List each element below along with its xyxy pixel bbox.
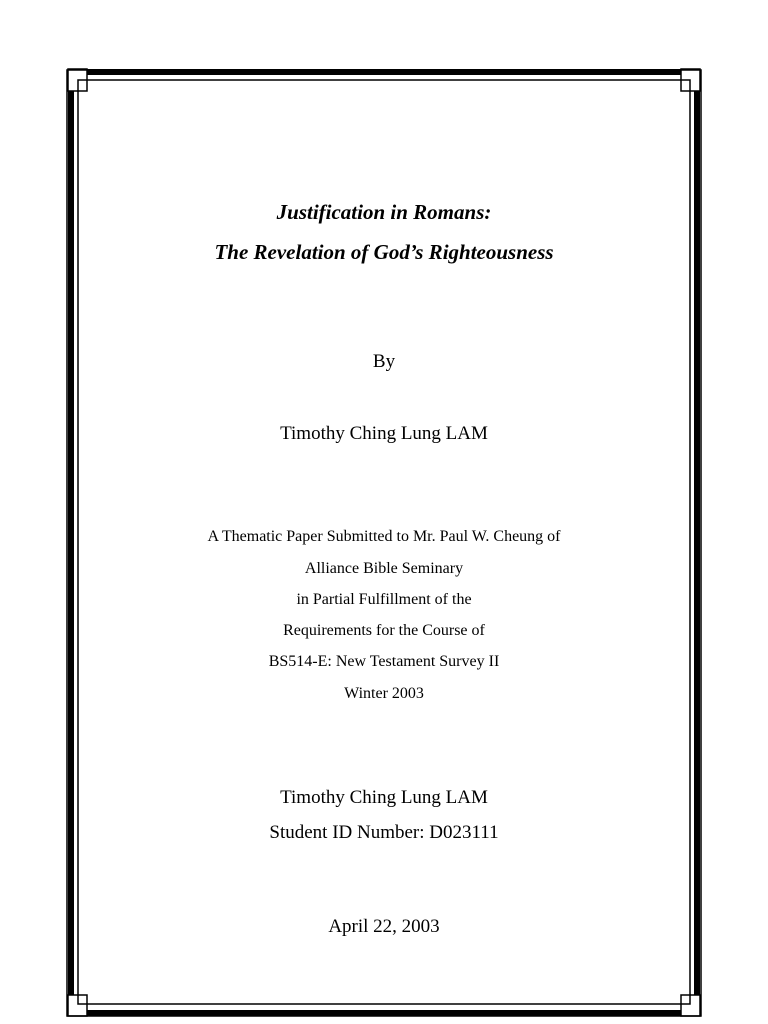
- submission-line-1: A Thematic Paper Submitted to Mr. Paul W. Cheung of: [207, 528, 561, 545]
- submission-line-3: in Partial Fulfillment of the: [296, 591, 472, 608]
- submission-line-4: Requirements for the Course of: [283, 622, 485, 639]
- student-id: Student ID Number: D023111: [269, 822, 499, 843]
- submission-date: April 22, 2003: [328, 916, 440, 937]
- student-name: Timothy Ching Lung LAM: [280, 787, 488, 808]
- submission-line-6: Winter 2003: [344, 685, 424, 702]
- submission-line-5: BS514-E: New Testament Survey II: [268, 653, 500, 670]
- submission-line-2: Alliance Bible Seminary: [304, 560, 464, 577]
- title-line-1: Justification in Romans:: [276, 200, 492, 224]
- author-name: Timothy Ching Lung LAM: [280, 423, 488, 444]
- by-label: By: [372, 351, 396, 372]
- title-line-2: The Revelation of God’s Righteousness: [214, 240, 554, 264]
